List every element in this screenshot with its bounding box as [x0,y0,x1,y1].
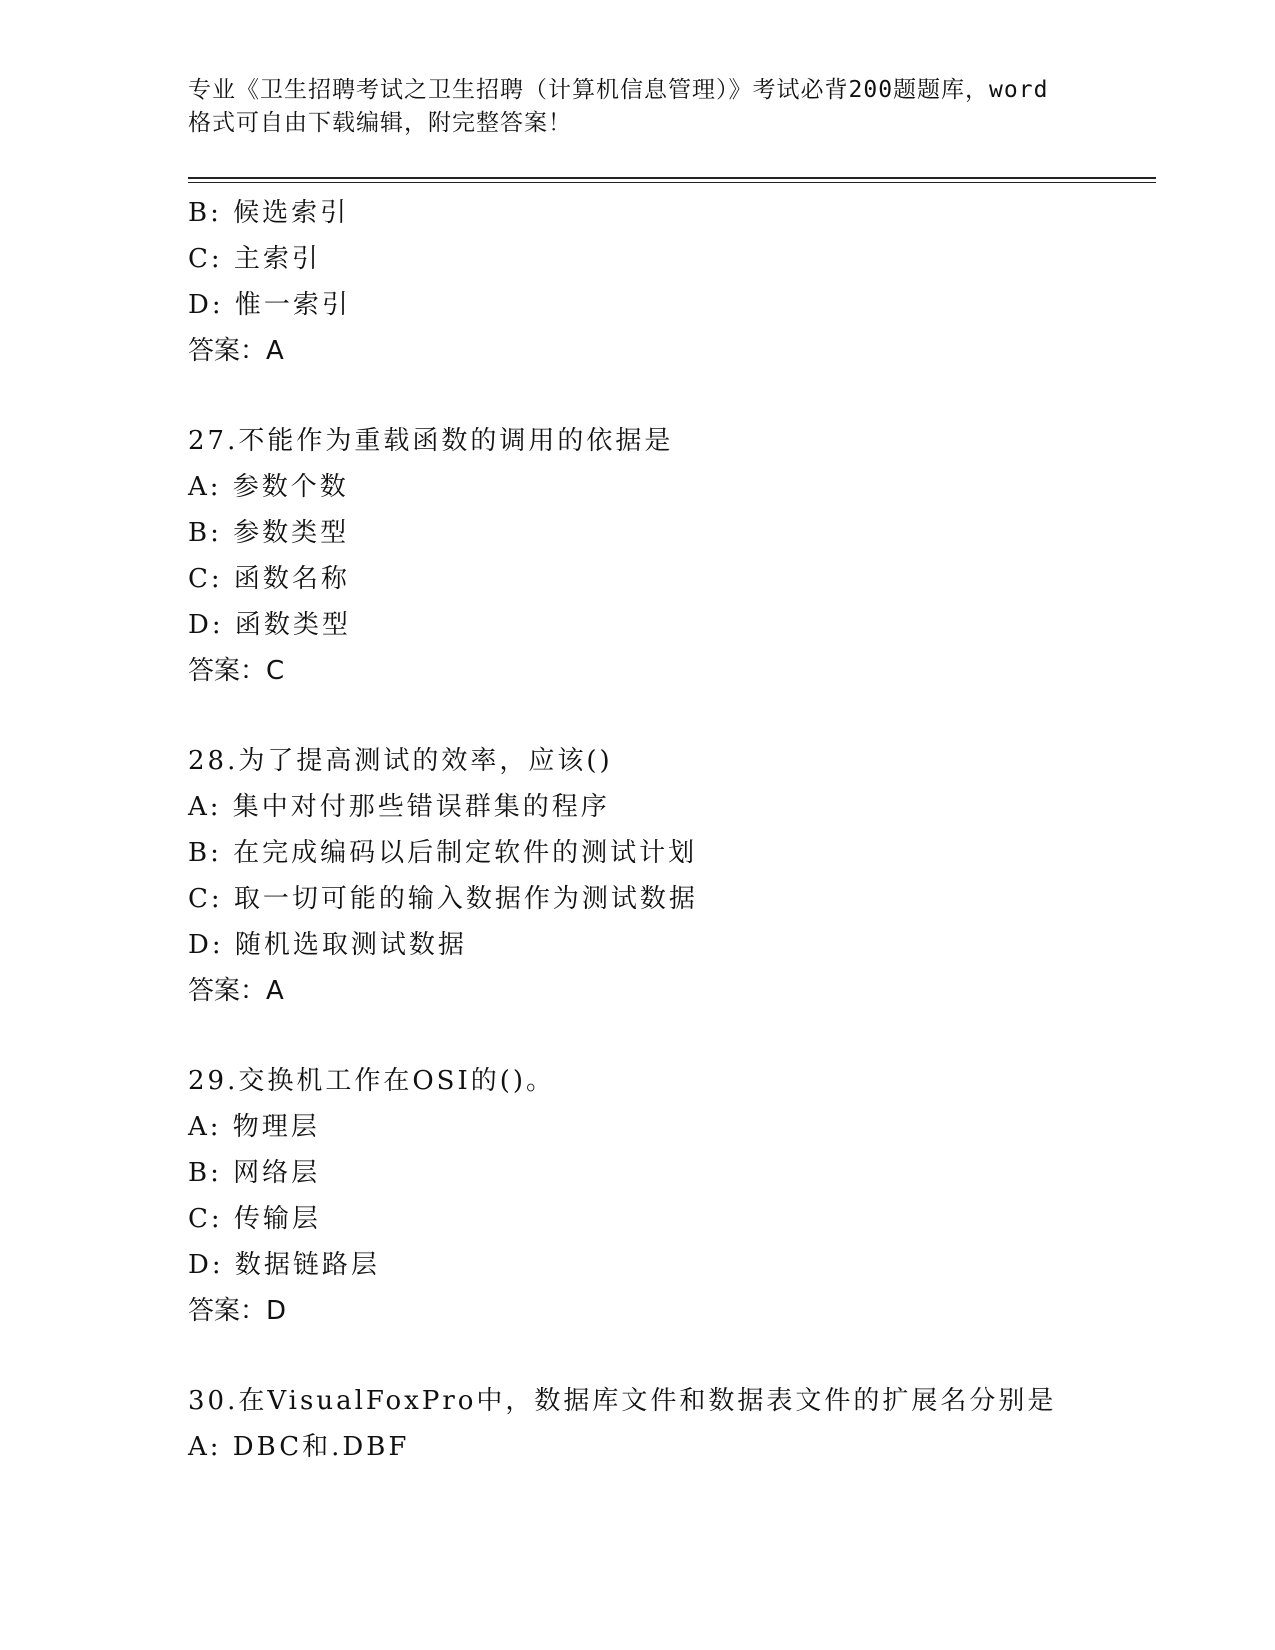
question-content [188,190,1148,1470]
header-line-2: 格式可自由下载编辑，附完整答案！ [188,110,572,136]
question-stem: 30.在VisualFoxPro中，数据库文件和数据表文件的扩展名分别是 [188,1386,1057,1416]
answer-line: 答案：C [188,656,285,686]
option-c: C: 传输层 [188,1204,321,1234]
option-b: B: 参数类型 [188,518,350,548]
option-a: A: 集中对付那些错误群集的程序 [188,792,610,822]
header-line-1: 专业《卫生招聘考试之卫生招聘（计算机信息管理）》考试必背200题题库，word [188,77,1049,103]
question-29 [188,1058,1148,1334]
option-c: C: 取一切可能的输入数据作为测试数据 [188,884,698,914]
option-b: B: 网络层 [188,1158,321,1188]
option-c: C: 函数名称 [188,564,350,594]
option-d: D: 数据链路层 [188,1250,380,1280]
answer-line: 答案：D [188,1296,287,1326]
option-b: B: 候选索引 [188,198,350,228]
question-stem: 27.不能作为重载函数的调用的依据是 [188,426,674,456]
question-30 [188,1378,1148,1470]
question-27 [188,418,1148,694]
option-d: D: 随机选取测试数据 [188,930,467,960]
answer-line: 答案：A [188,976,284,1006]
option-d: D: 函数类型 [188,610,351,640]
option-a: A: 物理层 [188,1112,320,1142]
option-d: D: 惟一索引 [188,290,351,320]
header-divider-thick [188,177,1156,179]
answer-line: 答案：A [188,336,284,366]
option-a: A: 参数个数 [188,472,349,502]
question-26-tail [188,190,1148,374]
header-divider-thin [188,182,1156,183]
option-b: B: 在完成编码以后制定软件的测试计划 [188,838,698,868]
document-header [188,74,1088,140]
question-28 [188,738,1148,1014]
option-a: A: DBC和.DBF [188,1432,410,1462]
question-stem: 29.交换机工作在OSI的()。 [188,1066,556,1096]
option-c: C: 主索引 [188,244,321,274]
question-stem: 28.为了提高测试的效率，应该() [188,746,613,776]
